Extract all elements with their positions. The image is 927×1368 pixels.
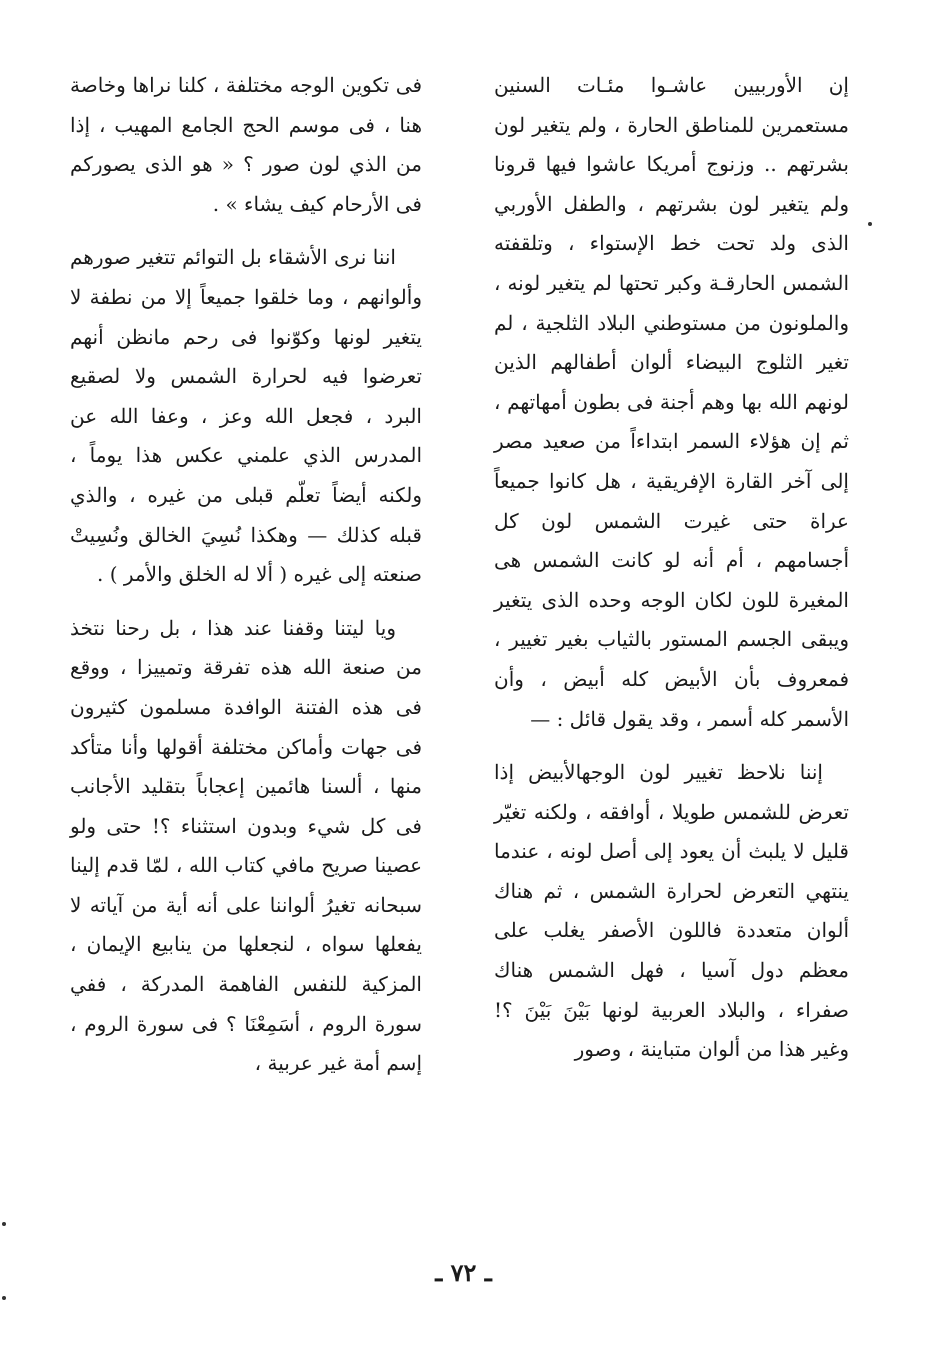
page-number: ـ ٧٢ ـ xyxy=(435,1258,492,1287)
paragraph-gap xyxy=(70,224,422,238)
margin-mark xyxy=(2,1296,6,1300)
left-text-column xyxy=(70,66,422,1084)
paragraph: إن الأوربيين عاشـوا مئـات السنين مستعمرين للمناطق الحارة ، ولم يتغير لون بشرتهم .. وزنوج أمريكا عاشوا فيها قرونا ولم يتغير لون بشرتهم ، والطفل الأوربي الذى ولد تحت خط الإستواء ، وتلقفته الشمس الحارقـة وكبر تحتها لم يتغير لونه ، والملونون من مستوطني البلاد الثلجية ، لم تغير الثلوج البيضاء ألوان أطفالهم الذين لونهم الله بها وهم أجنة فى بطون أمهاتهم ، ثم إن هؤلاء السمر ابتداءاً من صعيد مصر إلى آخر القارة الإفريقية ، هل كانوا جميعاً عراة حتى غيرت الشمس لون كل أجسامهم ، أم أنه لو كانت الشمس هى المغيرة للون لكان الوجه وحده الذى يتغير ويبقى الجسم المستور بالثياب بغير تغيير ، فمعروف بأن الأبيض كله أبيض ، وأن الأسمر كله أسمر ، وقد يقول قائل : — xyxy=(494,73,849,731)
margin-mark xyxy=(2,1222,6,1226)
paragraph: فى تكوين الوجه مختلفة ، كلنا نراها وخاصة هنا ، فى موسم الحج الجامع المهيب ، إذا من الذي لون صور ؟ « هو الذى يصوركم فى الأرحام كيف يشاء » . xyxy=(70,73,422,216)
paragraph-gap xyxy=(494,739,849,753)
margin-mark xyxy=(868,222,872,226)
paragraph: ويا ليتنا وقفنا عند هذا ، بل رحنا نتخذ من صنعة الله هذه تفرقة وتمييزا ، ووقع فى هذه الفتنة الوافدة مسلمون كثيرون فى جهات وأماكن مختلفة أقولها وأنا متأكد منها ، ألسنا هائمين إعجاباً بتقليد الأجانب فى كل شيء وبدون استثناء ؟! حتى ولو عصينا صريح مافي كتاب الله ، لمّا قدم إلينا سبحانه تغيرُ ألواننا على أنه أية من آياته لا يفعلها سواه ، لنجعلها من ينابيع الإيمان ، المزكية للنفس الفاهمة المدركة ، ففي سورة الروم ، أسَمِعْنَا ؟ فى سورة الروم ، إسم أمة غير عربية ، xyxy=(70,615,422,1076)
paragraph: اننا نرى الأشقاء بل التوائم تتغير صورهم وألوانهم ، وما خلقوا جميعاً إلا من نطفة لا يتغير لونها وكوّنوا فى رحم مانظن أنهم تعرضوا فيه لحرارة الشمس ولا لصقيع البرد ، فجعل الله وعز ، وعفا الله عن المدرس الذي علمني عكس هذا يوماً ، ولكنه أيضاً تعلّم قبلى من غيره ، والذي قبله كذلك — وهكذا نُسِيَ الخالق ونُسِيتْ صنعته إلى غيره ( ألا له الخلق والأمر ) . xyxy=(70,245,422,587)
right-text-column xyxy=(494,66,849,1070)
paragraph: إننا نلاحظ تغيير لون الوجهالأبيض إذا تعرض للشمس طويلا ، أوافقه ، ولكنه تغيّر قليل لا يلبث أن يعود إلى أصل لونه ، عندما ينتهي التعرض لحرارة الشمس ، ثم هناك ألوان متعددة فاللون الأصفر يغلب على معظم دول آسيا ، فهل الشمس هناك صفراء ، والبلاد العربية لونها بَيْنَ بَيْنَ ؟! وغير هذا من ألوان متباينة ، وصور xyxy=(494,760,849,1062)
paragraph-gap xyxy=(70,595,422,609)
